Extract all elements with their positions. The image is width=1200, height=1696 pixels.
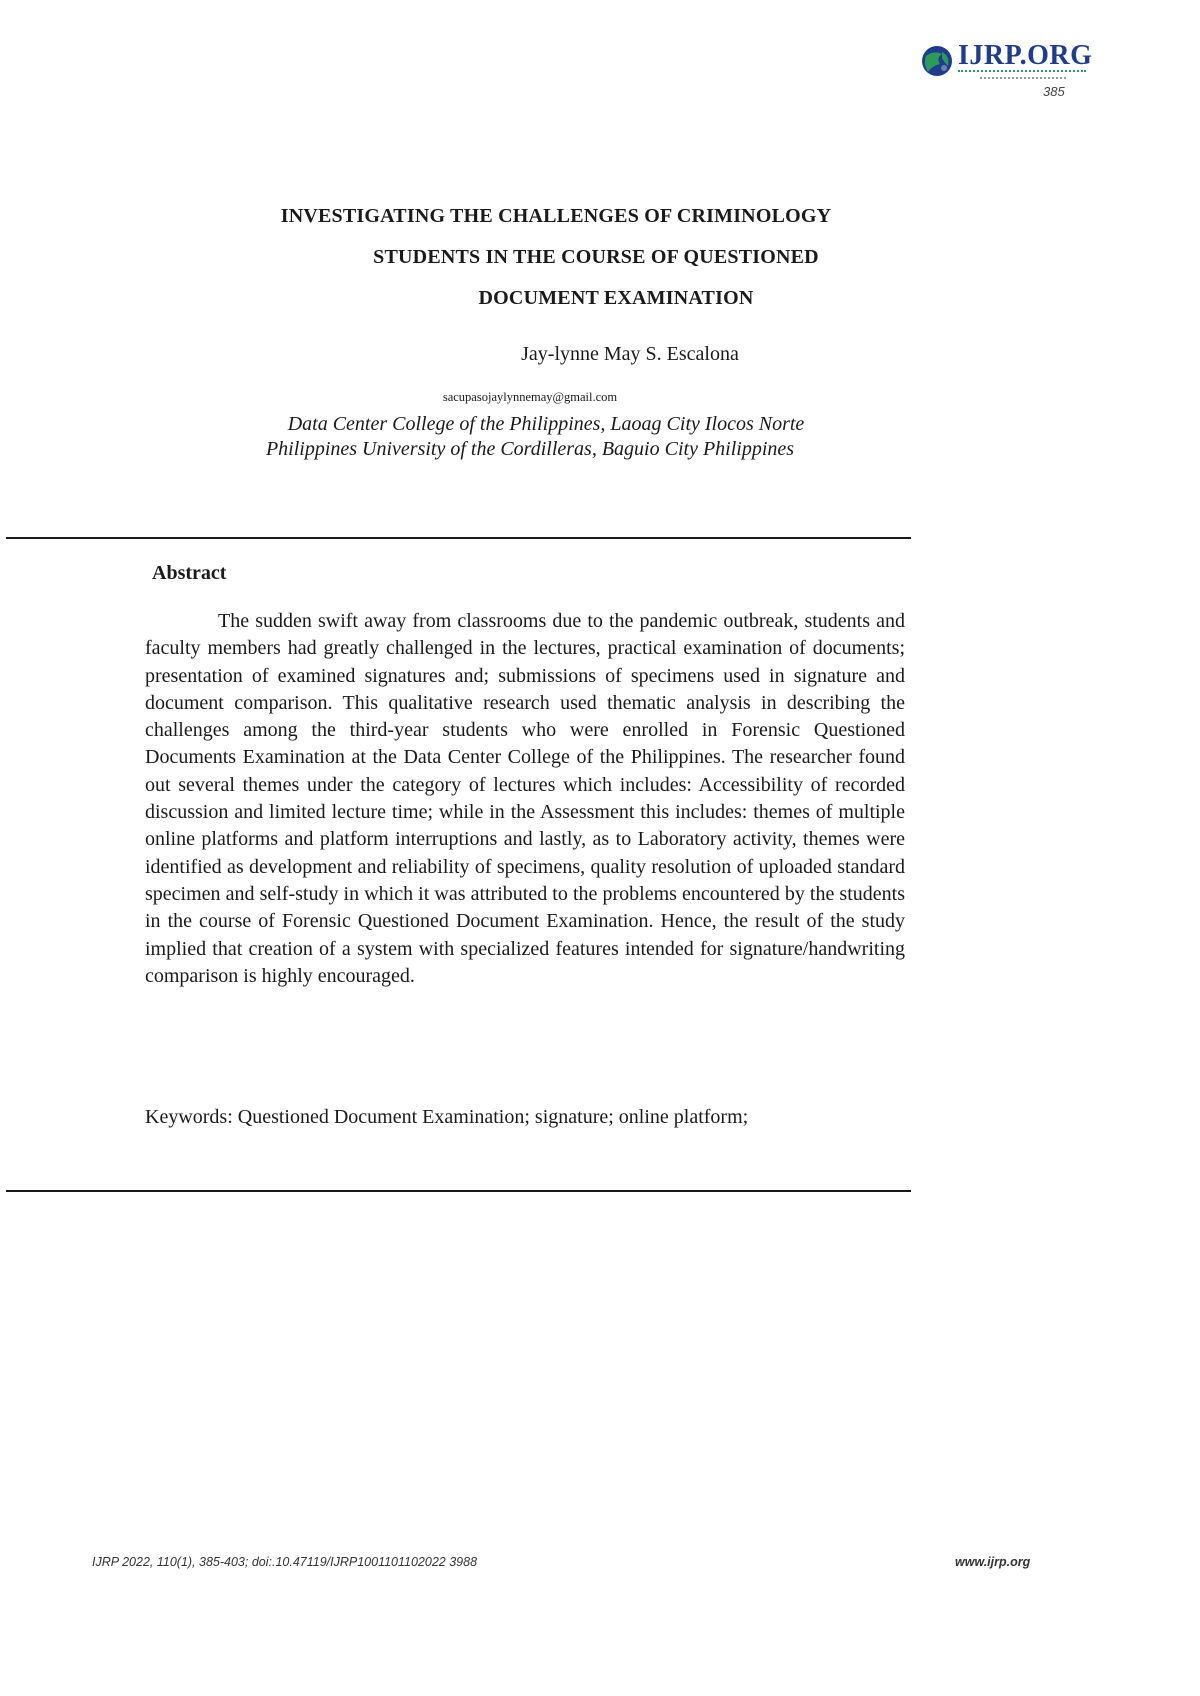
keywords: Keywords: Questioned Document Examination; signature; online platform;: [145, 1106, 749, 1128]
affiliation-1: Data Center College of the Philippines, Laoag City Ilocos Norte: [287, 413, 805, 435]
abstract-heading: Abstract: [152, 562, 227, 584]
article-title-line-2: STUDENTS IN THE COURSE OF QUESTIONED: [373, 246, 819, 268]
article-title-line-3: DOCUMENT EXAMINATION: [478, 287, 754, 309]
footer-website[interactable]: www.ijrp.org: [955, 1555, 1031, 1569]
logo-text: IJRP.ORG: [958, 40, 1093, 71]
page-number: 385: [1043, 84, 1065, 99]
author-name: Jay-lynne May S. Escalona: [521, 343, 739, 365]
divider-bottom: [6, 1190, 911, 1192]
footer-citation: IJRP 2022, 110(1), 385-403; doi:.10.47119/IJRP1001101102022 3988: [92, 1555, 478, 1569]
logo-tagline-line: [958, 70, 1086, 76]
divider-top: [6, 537, 911, 539]
article-title-line-1: INVESTIGATING THE CHALLENGES OF CRIMINOLOGY: [280, 205, 832, 227]
affiliation-2: Philippines University of the Cordilleras, Baguio City Philippines: [265, 438, 795, 460]
globe-icon: [920, 44, 954, 78]
logo-tagline-line-2: [980, 77, 1066, 82]
author-email: sacupasojaylynnemay@gmail.com: [442, 390, 618, 404]
abstract-body: The sudden swift away from classrooms due to the pandemic outbreak, students and faculty members had greatly challenged in the lectures, practical examination of documents; presentation of examined signatures and; submissions of specimens used in signature and document comparison. This qualitative research used thematic analysis in describing the challenges among the third-year students who were enrolled in Forensic Questioned Documents Examination at the Data Center College of the Philippines. The researcher found out several themes under the category of lectures which includes: Accessibility of recorded discussion and limited lecture time; while in the Assessment this includes: themes of multiple online platforms and platform interruptions and lastly, as to Laboratory activity, themes were identified as development and reliability of specimens, quality resolution of uploaded standard specimen and self-study in which it was attributed to the problems encountered by the students in the course of Forensic Questioned Document Examination. Hence, the result of the study implied that creation of a system with specialized features intended for signature/handwriting comparison is highly encouraged.: [145, 610, 905, 987]
journal-logo: [920, 40, 1093, 86]
